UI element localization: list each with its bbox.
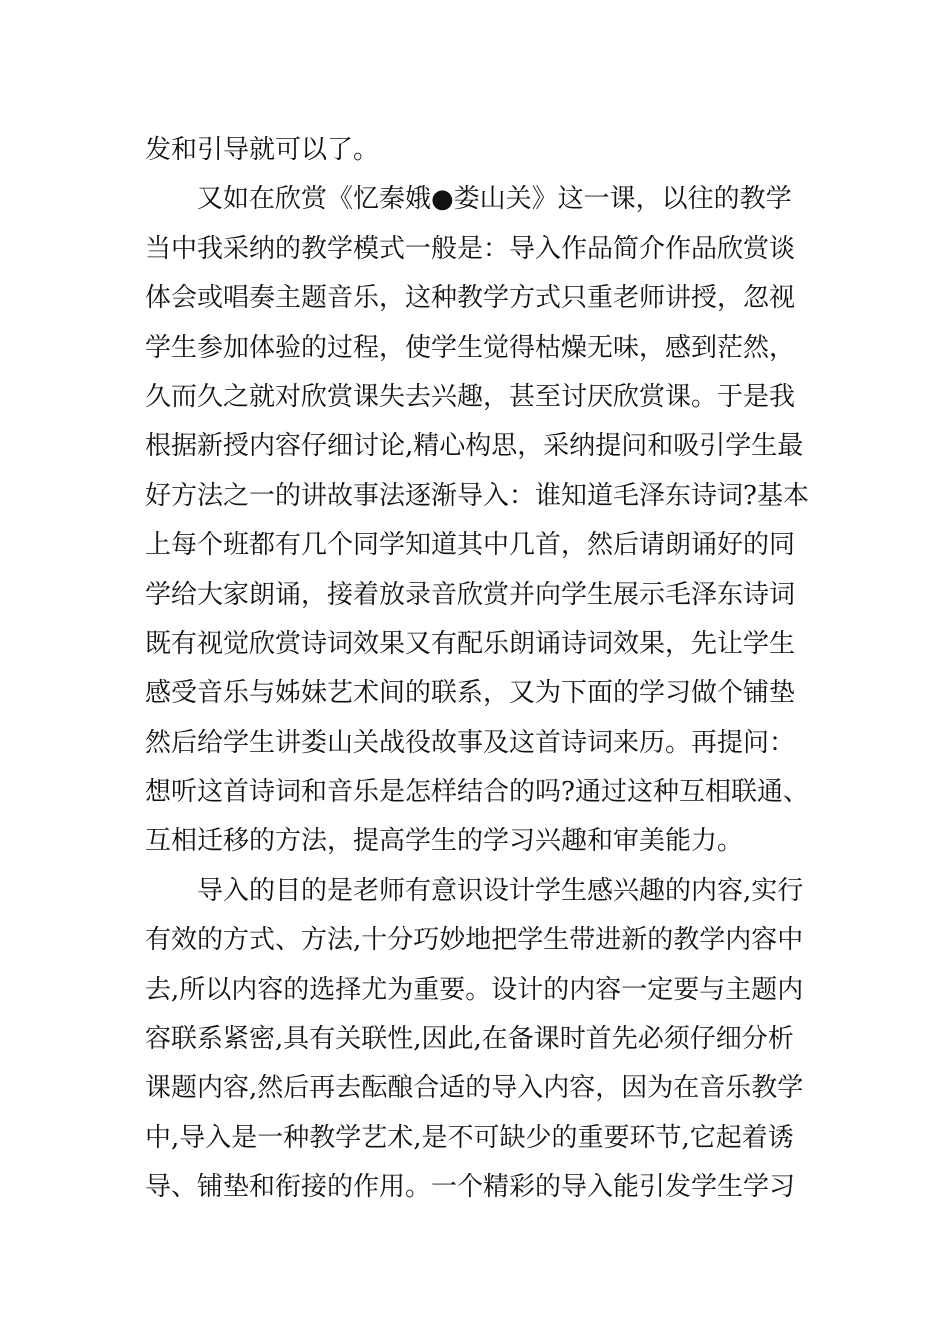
text-line: 久而久之就对欣赏课失去兴趣，甚至讨厌欣赏课。于是我 [145, 381, 796, 412]
text-line: 学生参加体验的过程，使学生觉得枯燥无味，感到茫然， [145, 332, 796, 363]
text-line: 去,所以内容的选择尤为重要。设计的内容一定要与主题内 [145, 974, 804, 1005]
text-line: 中,导入是一种教学艺术,是不可缺少的重要环节,它起着诱 [145, 1122, 794, 1153]
text-line: 好方法之一的讲故事法逐渐导入：谁知道毛泽东诗词?基本 [145, 480, 809, 511]
body-text [145, 126, 810, 1213]
text-line: 然后给学生讲娄山关战役故事及这首诗词来历。再提问： [145, 727, 796, 758]
text-line: 导、铺垫和衔接的作用。一个精彩的导入能引发学生学习 [145, 1172, 796, 1203]
text-line: 当中我采纳的教学模式一般是：导入作品简介作品欣赏谈 [145, 233, 796, 264]
text-line: 有效的方式、方法,十分巧妙地把学生带进新的教学内容中 [145, 925, 804, 956]
text-line: 感受音乐与姊妹艺术间的联系，又为下面的学习做个铺垫 [145, 678, 796, 709]
paragraph-start-line: 又如在欣赏《忆秦娥●娄山关》这一课，以往的教学 [197, 184, 792, 215]
text-line: 学给大家朗诵，接着放录音欣赏并向学生展示毛泽东诗词 [145, 579, 796, 610]
text-line: 根据新授内容仔细讨论,精心构思，采纳提问和吸引学生最 [145, 431, 804, 462]
text-line: 课题内容,然后再去酝酿合适的导入内容，因为在音乐教学 [145, 1073, 804, 1104]
text-line: 发和引导就可以了。 [145, 135, 380, 165]
text-line: 容联系紧密,具有关联性,因此,在备课时首先必须仔细分析 [145, 1024, 794, 1055]
text-line: 想听这首诗词和音乐是怎样结合的吗?通过这种互相联通、 [145, 777, 809, 808]
text-line: 既有视觉欣赏诗词效果又有配乐朗诵诗词效果，先让学生 [145, 628, 796, 659]
text-line: 上每个班都有几个同学知道其中几首，然后请朗诵好的同 [145, 530, 796, 561]
paragraph-start-line: 导入的目的是老师有意识设计学生感兴趣的内容,实行 [197, 875, 804, 906]
text-line: 互相迁移的方法，提高学生的学习兴趣和审美能力。 [145, 826, 744, 857]
text-line: 体会或唱奏主题音乐，这种教学方式只重老师讲授，忽视 [145, 283, 796, 314]
